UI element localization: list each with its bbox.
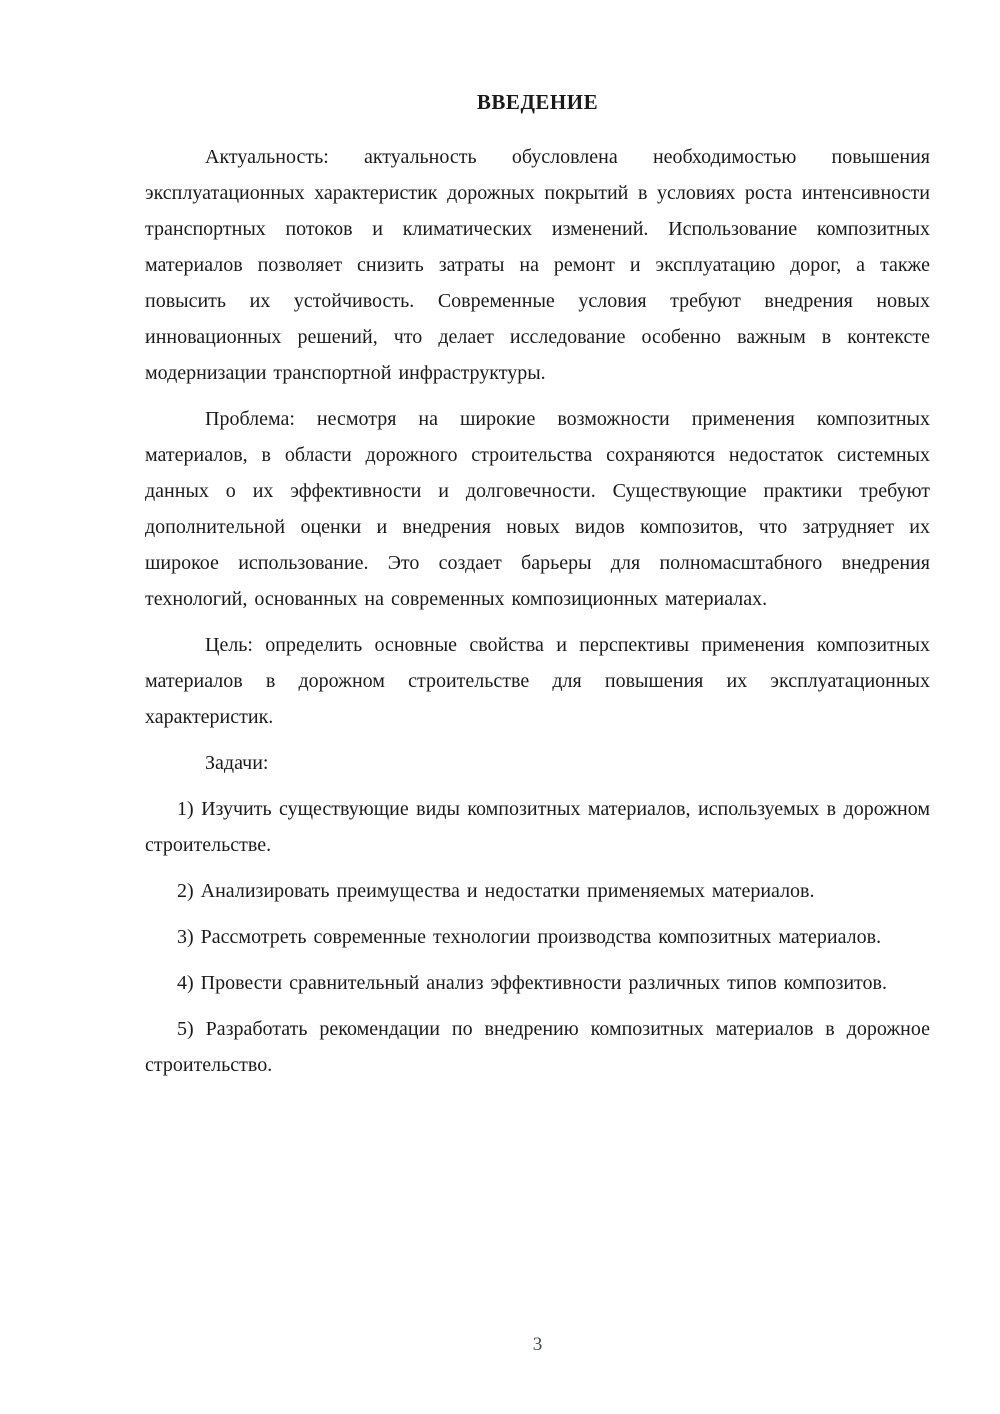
paragraph-aktualnost: Актуальность: актуальность обусловлена необходимостью повышения эксплуатационных характеристик дорожных покрытий в условиях роста интенсивности транспортных потоков и климатических изменений. Использование композитных материалов позволяет снизить затраты на ремонт и эксплуатацию дорог, а также повысить их устойчивость. Современные условия требуют внедрения новых инновационных решений, что делает исследование особенно важным в контексте модернизации транспортной инфраструктуры.: [145, 146, 930, 384]
page-title: ВВЕДЕНИЕ: [476, 90, 599, 114]
task-item-3: 3) Рассмотреть современные технологии производства композитных материалов.: [177, 926, 882, 948]
task-item-5: 5) Разработать рекомендации по внедрению композитных материалов в дорожное строительство.: [145, 1018, 930, 1076]
task-item-1: 1) Изучить существующие виды композитных материалов, используемых в дорожном строительстве.: [145, 798, 930, 856]
tasks-label: Задачи:: [205, 752, 269, 774]
page-number: 3: [532, 1334, 543, 1355]
paragraph-tsel: Цель: определить основные свойства и перспективы применения композитных материалов в дорожном строительстве для повышения их эксплуатационных характеристик.: [145, 634, 930, 728]
paragraph-problema: Проблема: несмотря на широкие возможности применения композитных материалов, в области дорожного строительства сохраняются недостаток системных данных о их эффективности и долговечности. Существующие практики требуют дополнительной оценки и внедрения новых видов композитов, что затрудняет их широкое использование. Это создает барьеры для полномасштабного внедрения технологий, основанных на современных композиционных материалах.: [145, 408, 930, 610]
task-item-4: 4) Провести сравнительный анализ эффективности различных типов композитов.: [177, 972, 887, 994]
task-item-2: 2) Анализировать преимущества и недостатки применяемых материалов.: [177, 880, 815, 902]
